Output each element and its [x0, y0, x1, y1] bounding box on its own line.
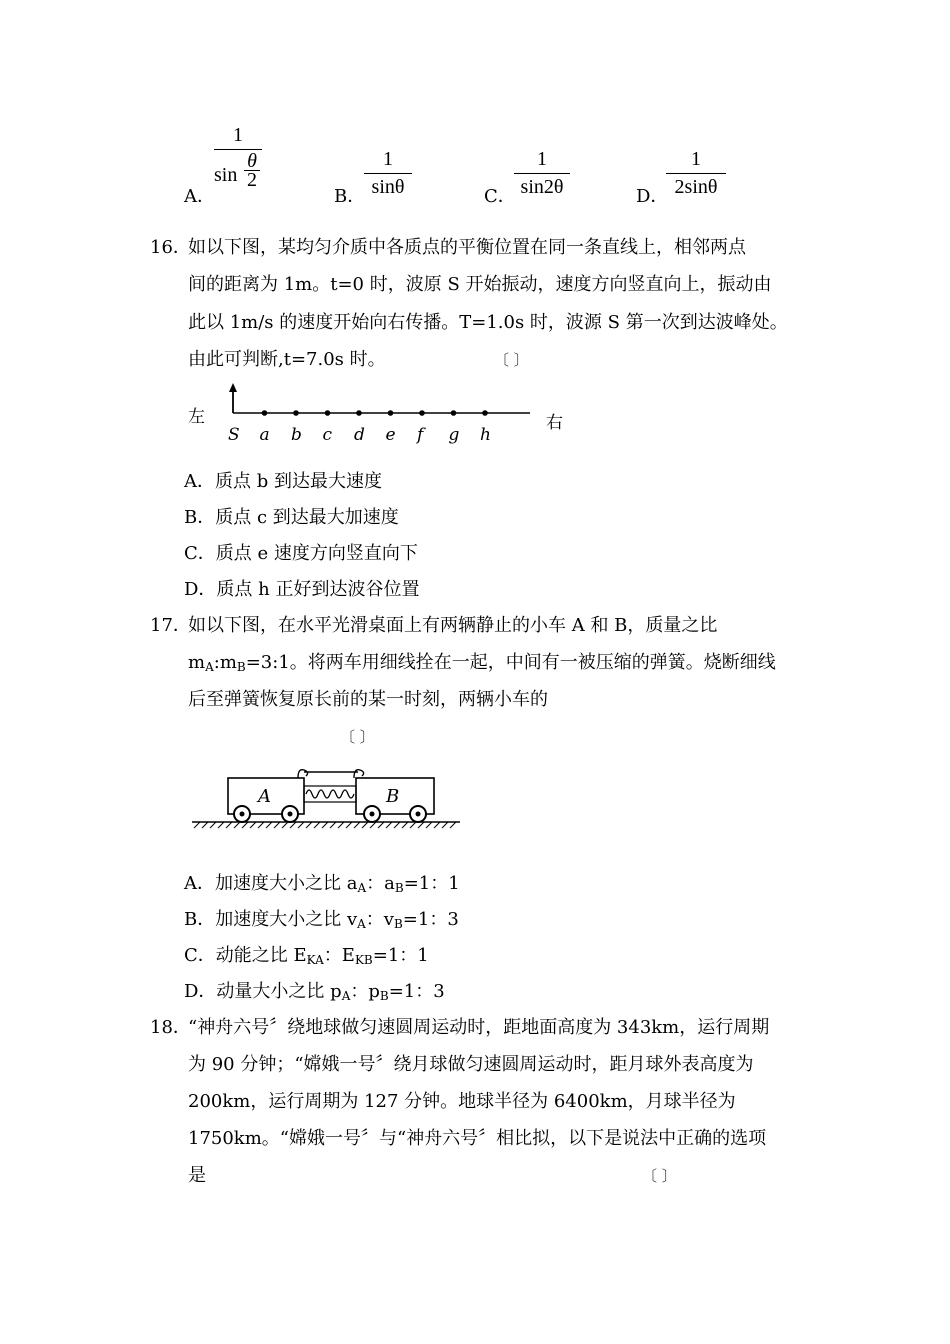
point-e: [388, 410, 394, 416]
point-label-S: S: [228, 425, 240, 445]
q18-text-line: 1750km。“嫦娥一号〞与“神舟六号〞相比拟，以下是说法中正确的选项: [188, 1128, 767, 1149]
q16-left-label: 左: [188, 407, 205, 427]
q16-option-a: A．质点 b 到达最大速度: [184, 471, 382, 492]
q17-text-line: 如以下图，在水平光滑桌面上有两辆静止的小车 A 和 B，质量之比: [188, 615, 718, 636]
car-b-label: B: [386, 786, 400, 807]
q18-answer-bracket: 〔 〕: [642, 1167, 677, 1185]
point-label-d: d: [354, 425, 365, 445]
q15-option-a-label: A．: [184, 186, 215, 207]
q15-option-c-fraction: 1 sin2θ: [514, 148, 570, 199]
q16-text-line: 间的距离为 1m。t=0 时，波原 S 开始振动，速度方向竖直向上，振动由: [188, 274, 772, 295]
q16-option-d: D．质点 h 正好到达波谷位置: [184, 579, 420, 600]
q15-option-d-label: D．: [636, 186, 669, 207]
q17-text-line: $m_A:m_B=3:1$。将两车用细线拴在一起，中间有一被压缩的弹簧。烧断细线: [188, 652, 776, 674]
point-label-b: b: [291, 425, 302, 445]
point-c: [325, 410, 331, 416]
car-a-label: A: [258, 786, 271, 807]
q17-option-b: B．加速度大小之比 $v_A$：$v_B=1$：3: [184, 909, 459, 931]
compressed-spring: [306, 790, 354, 798]
q16-text-line: 此以 1m/s 的速度开始向右传播。T=1.0s 时，波源 S 第一次到达波峰处。: [188, 312, 788, 333]
point-label-h: h: [480, 425, 491, 445]
q15-option-a-fraction: 1 sin θ 2: [214, 124, 262, 196]
point-label-e: e: [385, 425, 396, 445]
q16-option-b: B．质点 c 到达最大加速度: [184, 507, 399, 528]
q18-text-line: “神舟六号〞绕地球做匀速圆周运动时，距地面高度为 343km，运行周期: [188, 1017, 770, 1038]
point-label-c: c: [322, 425, 333, 445]
q16-wave-figure: [184, 380, 574, 450]
point-label-g: g: [448, 425, 460, 445]
q16-right-label: 右: [546, 413, 563, 433]
q17-option-a: A．加速度大小之比 $a_A$：$a_B=1$：1: [184, 873, 460, 895]
q18-text-line: 为 90 分钟；“嫦娥一号〞绕月球做匀速圆周运动时，距月球外表高度为: [188, 1054, 754, 1075]
q18-text-line: 200km，运行周期为 127 分钟。地球半径为 6400km，月球半径为: [188, 1091, 736, 1112]
q15-option-c-label: C．: [484, 186, 516, 207]
point-d: [356, 410, 362, 416]
string: [298, 770, 364, 778]
q16-option-c: C．质点 e 速度方向竖直向下: [184, 543, 418, 564]
point-a: [262, 410, 268, 416]
q16-answer-bracket: 〔 〕: [494, 351, 529, 369]
q16-number: 16．: [150, 237, 191, 258]
point-label-f: f: [417, 425, 424, 445]
q16-text-line: 如以下图，某均匀介质中各质点的平衡位置在同一条直线上，相邻两点: [188, 237, 746, 258]
q15-option-b-fraction: 1 sinθ: [364, 148, 412, 199]
q17-cars-figure: [186, 756, 466, 836]
point-h: [482, 410, 488, 416]
q15-option-d-fraction: 1 2sinθ: [666, 148, 726, 199]
q17-number: 17．: [150, 615, 191, 636]
point-b: [293, 410, 299, 416]
q18-text-line: 是: [188, 1165, 206, 1186]
point-g: [451, 410, 457, 416]
q16-text-line: 由此可判断,t=7.0s 时。: [188, 349, 386, 370]
q15-option-b-label: B．: [334, 186, 366, 207]
point-label-a: a: [259, 425, 270, 445]
point-f: [419, 410, 425, 416]
q17-answer-bracket: 〔 〕: [340, 728, 375, 746]
q17-option-c: C．动能之比 $E_{KA}$：$E_{KB}=1$：1: [184, 945, 429, 967]
q18-number: 18．: [150, 1017, 191, 1038]
q17-option-d: D．动量大小之比 $p_A$：$p_B=1$：3: [184, 981, 445, 1003]
q17-text-line: 后至弹簧恢复原长前的某一时刻，两辆小车的: [188, 689, 548, 710]
